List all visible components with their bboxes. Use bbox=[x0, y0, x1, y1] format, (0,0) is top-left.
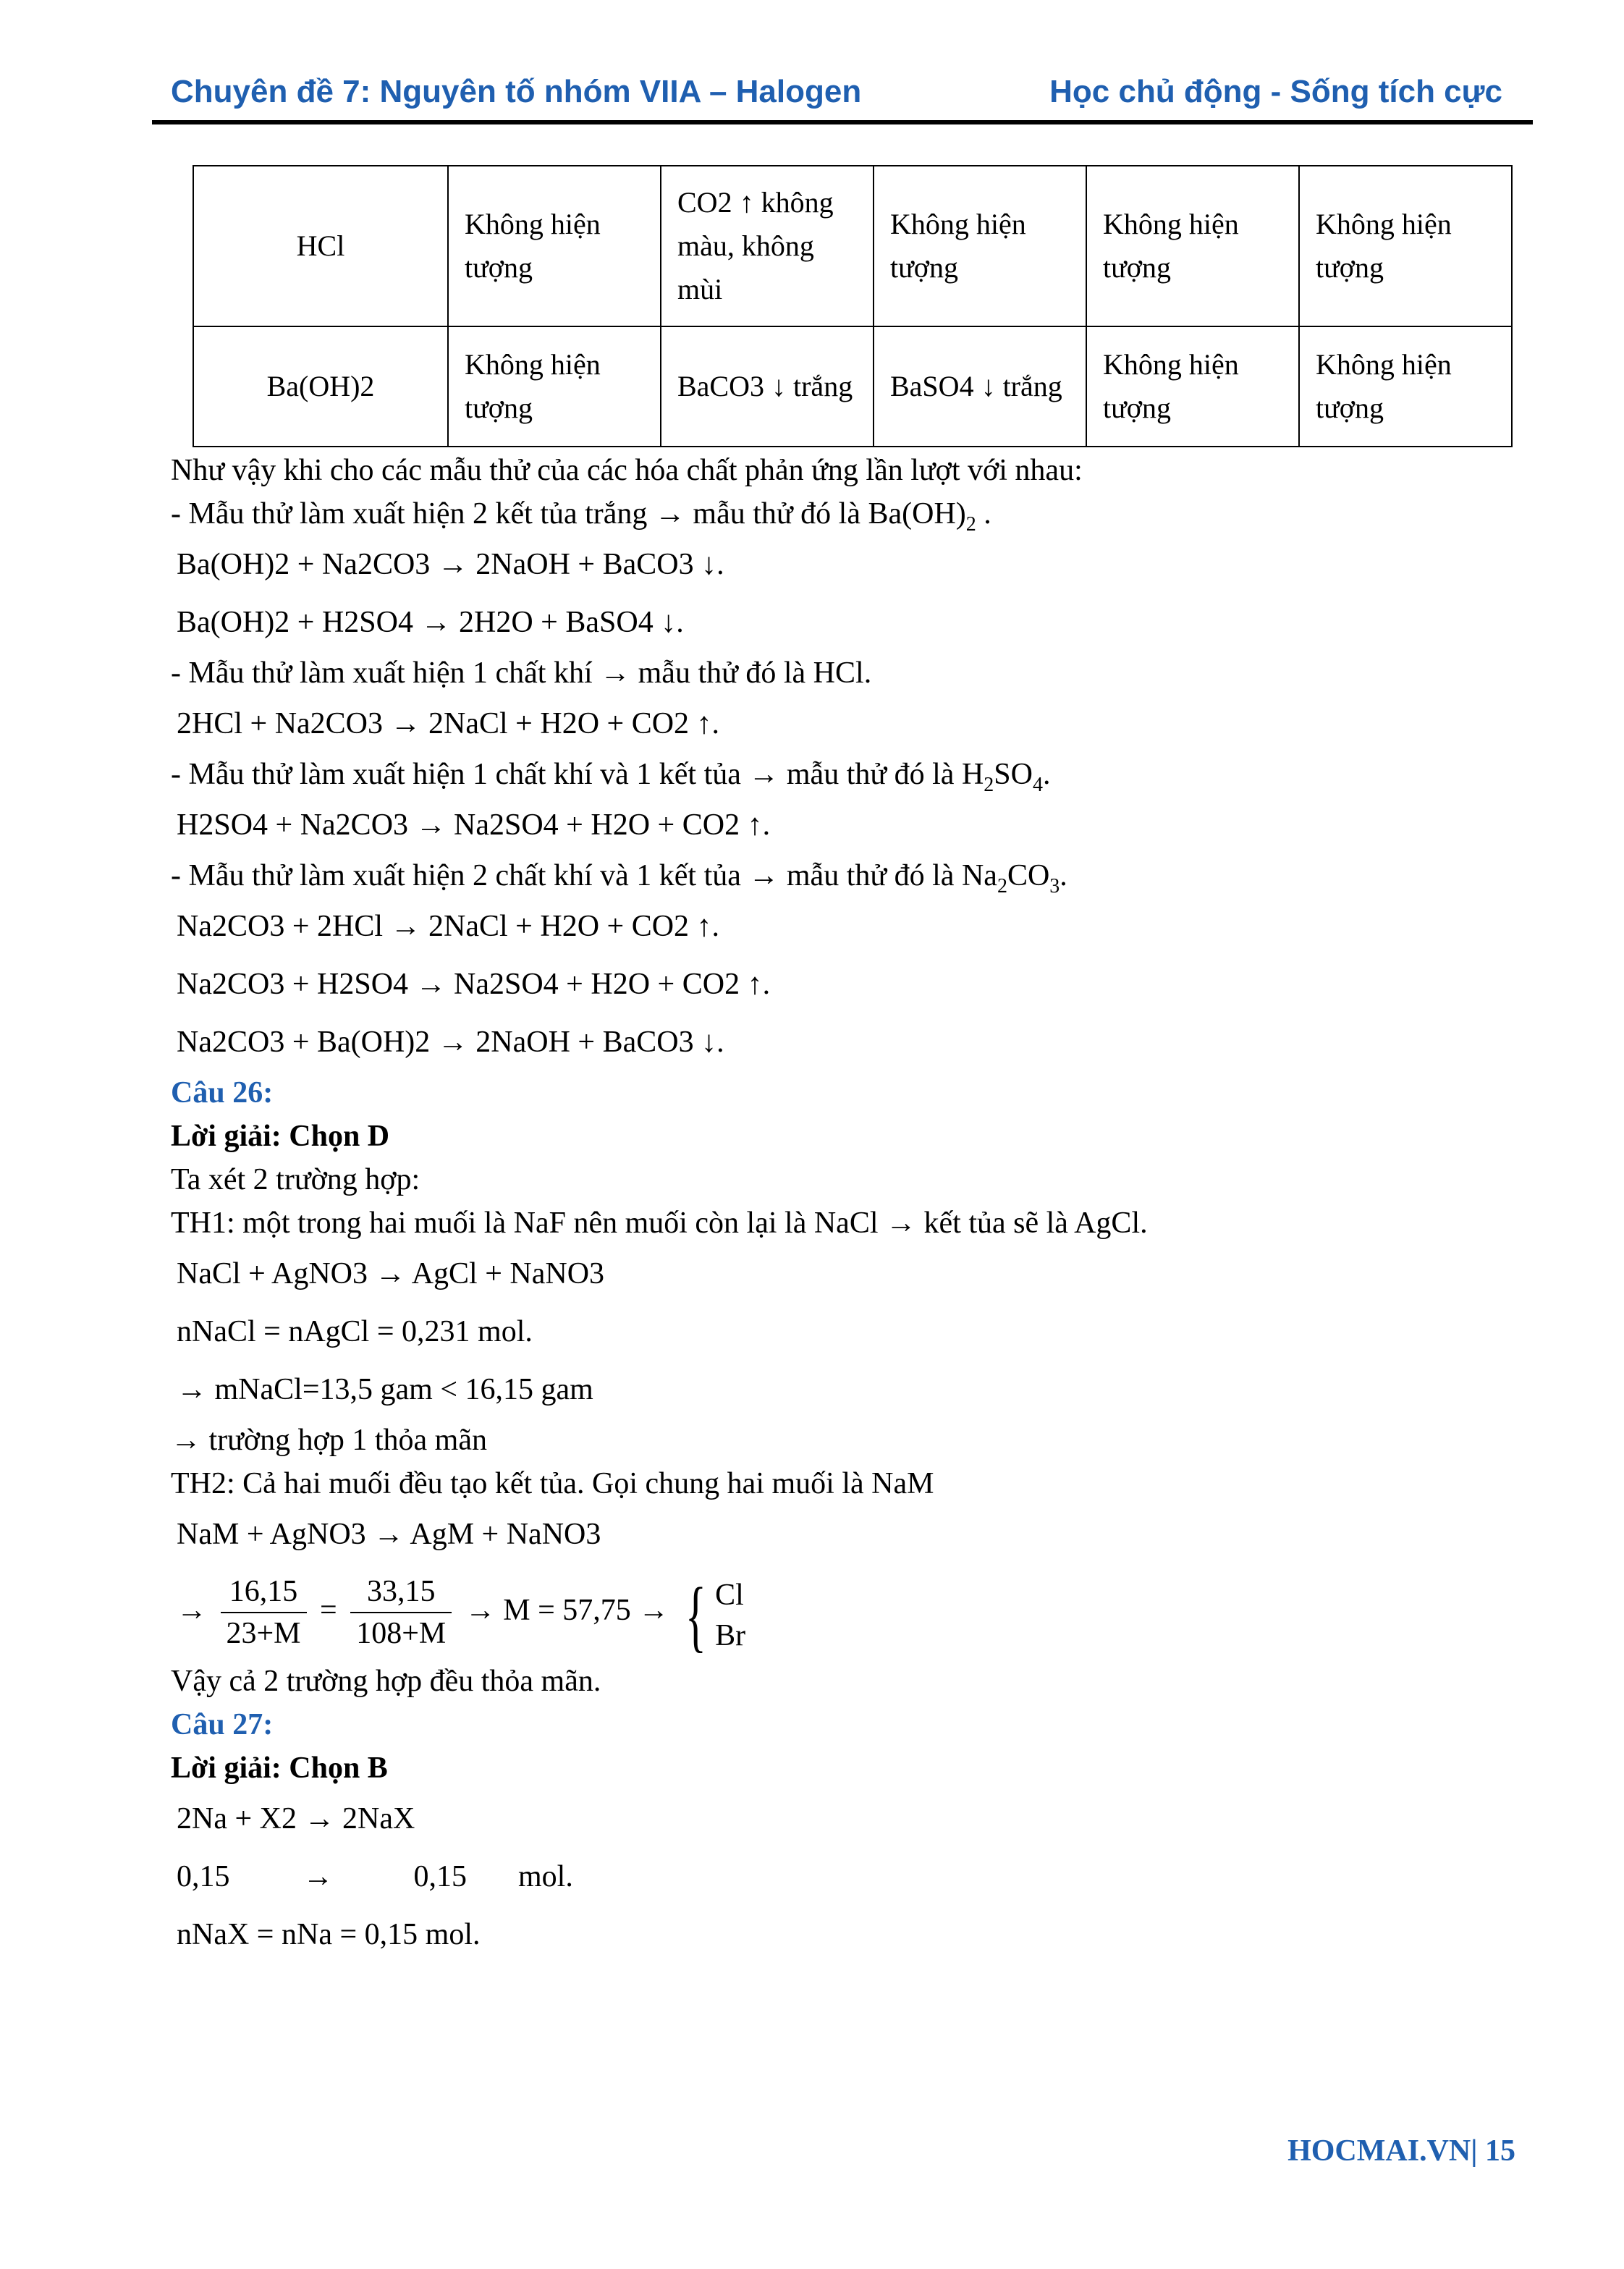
bullet-text bbox=[171, 854, 1531, 897]
option-brace bbox=[677, 1566, 745, 1660]
equation: Na2CO3 + 2HCl → 2NaCl + H2O + CO2 ↑. bbox=[177, 910, 720, 943]
equation: Ba(OH)2 + Na2CO3 → 2NaOH + BaCO3 ↓. bbox=[177, 548, 724, 581]
brace-options bbox=[715, 1575, 745, 1656]
table-cell: Không hiện tượng bbox=[874, 166, 1086, 326]
page-header bbox=[0, 69, 1624, 127]
text-line: Vậy cả 2 trường hợp đều thỏa mãn. bbox=[171, 1665, 601, 1699]
arrow: → bbox=[303, 1860, 334, 1894]
equation: 2HCl + Na2CO3 → 2NaCl + H2O + CO2 ↑. bbox=[177, 707, 720, 740]
equation: H2SO4 + Na2CO3 → Na2SO4 + H2O + CO2 ↑. bbox=[177, 808, 771, 842]
equation: → mNaCl=13,5 gam < 16,15 gam bbox=[177, 1373, 593, 1406]
equation: nNaCl = nAgCl = 0,231 mol. bbox=[177, 1315, 533, 1348]
row-label: HCl bbox=[193, 166, 448, 326]
text-line: → trường hợp 1 thỏa mãn bbox=[171, 1424, 487, 1457]
formula: $H_2SO_4$. bbox=[961, 758, 1051, 796]
bullet-text bbox=[171, 492, 1531, 536]
answer-label: Lời giải: Chọn B bbox=[171, 1752, 388, 1786]
fraction-equation bbox=[171, 1563, 1531, 1660]
equation: Ba(OH)2 + H2SO4 → 2H2O + BaSO4 ↓. bbox=[177, 606, 684, 639]
option-item: Br bbox=[715, 1618, 746, 1652]
equation: NaCl + AgNO3 → AgCl + NaNO3 bbox=[177, 1257, 605, 1290]
equation: Na2CO3 + Ba(OH)2 → 2NaOH + BaCO3 ↓. bbox=[177, 1026, 724, 1059]
unit: mol. bbox=[518, 1860, 573, 1894]
arrow: → bbox=[465, 1594, 496, 1627]
bullet-label: - Mẫu thử làm xuất hiện 2 kết tủa trắng → mẫu thử đó là bbox=[171, 497, 860, 531]
text-line: TH2: Cả hai muối đều tạo kết tủa. Gọi chung hai muối là NaM bbox=[171, 1467, 934, 1500]
mole-ratio bbox=[171, 1848, 1531, 1906]
fraction bbox=[350, 1571, 452, 1654]
numerator: 33,15 bbox=[350, 1571, 452, 1613]
equals-sign: = bbox=[320, 1594, 337, 1627]
bullet-text bbox=[171, 753, 1531, 796]
mole-value: 0,15 bbox=[413, 1860, 467, 1894]
numerator: 16,15 bbox=[221, 1571, 307, 1613]
table-cell: BaCO3 ↓ trắng bbox=[661, 326, 874, 447]
equation: 2Na + X2 → 2NaX bbox=[177, 1802, 415, 1836]
denominator: 23+M bbox=[226, 1617, 301, 1651]
arrow: → bbox=[638, 1594, 669, 1627]
page-footer: HOCMAI.VN| 15 bbox=[1287, 2134, 1515, 2168]
bullet-label: - Mẫu thử làm xuất hiện 2 chất khí và 1 kết tủa → mẫu thử đó là bbox=[171, 859, 955, 892]
solution-body bbox=[171, 449, 1531, 1964]
answer-label: Lời giải: Chọn D bbox=[171, 1120, 390, 1153]
intro-text: Như vậy khi cho các mẫu thử của các hóa chất phản ứng lần lượt với nhau: bbox=[171, 454, 1083, 487]
table-cell: Không hiện tượng bbox=[1086, 326, 1299, 447]
option-item: Cl bbox=[715, 1578, 744, 1612]
table-cell: Không hiện tượng bbox=[1299, 166, 1512, 326]
equation: Na2CO3 + H2SO4 → Na2SO4 + H2O + CO2 ↑. bbox=[177, 968, 771, 1001]
mole-value: 0,15 bbox=[177, 1860, 230, 1894]
reaction-table bbox=[193, 165, 1513, 447]
table-cell: CO2 ↑ không màu, không mùi bbox=[661, 166, 874, 326]
table-cell: Không hiện tượng bbox=[1086, 166, 1299, 326]
table-cell: Không hiện tượng bbox=[1299, 326, 1512, 447]
table-cell: BaSO4 ↓ trắng bbox=[874, 326, 1086, 447]
table-cell: Không hiện tượng bbox=[448, 326, 661, 447]
arrow: → bbox=[177, 1594, 207, 1627]
equation: nNaX = nNa = 0,15 mol. bbox=[177, 1918, 481, 1952]
header-rule bbox=[152, 120, 1533, 124]
question-title: Câu 27: bbox=[171, 1708, 274, 1742]
brace-icon: { bbox=[685, 1571, 706, 1660]
table-row bbox=[193, 166, 1512, 326]
bullet-text: - Mẫu thử làm xuất hiện 1 chất khí → mẫu thử đó là HCl. bbox=[171, 656, 872, 690]
formula: $Ba(OH)_2$ . bbox=[868, 497, 991, 536]
denominator: 108+M bbox=[356, 1617, 447, 1651]
formula: $Na_2CO_3$. bbox=[961, 859, 1067, 897]
header-slogan: Học chủ động - Sống tích cực bbox=[1049, 74, 1502, 109]
row-label: Ba(OH)2 bbox=[193, 326, 448, 447]
text-line: Ta xét 2 trường hợp: bbox=[171, 1163, 420, 1196]
text-line: TH1: một trong hai muối là NaF nên muối còn lại là NaCl → kết tủa sẽ là AgCl. bbox=[171, 1207, 1148, 1240]
question-title: Câu 26: bbox=[171, 1076, 274, 1110]
equation: NaM + AgNO3 → AgM + NaNO3 bbox=[177, 1518, 601, 1551]
header-topic: Chuyên đề 7: Nguyên tố nhóm VIIA – Halogen bbox=[171, 74, 862, 109]
fraction bbox=[221, 1571, 307, 1654]
table-row bbox=[193, 326, 1512, 447]
result-value: M = 57,75 bbox=[503, 1594, 631, 1627]
bullet-label: - Mẫu thử làm xuất hiện 1 chất khí và 1 kết tủa → mẫu thử đó là bbox=[171, 758, 955, 791]
table-cell: Không hiện tượng bbox=[448, 166, 661, 326]
